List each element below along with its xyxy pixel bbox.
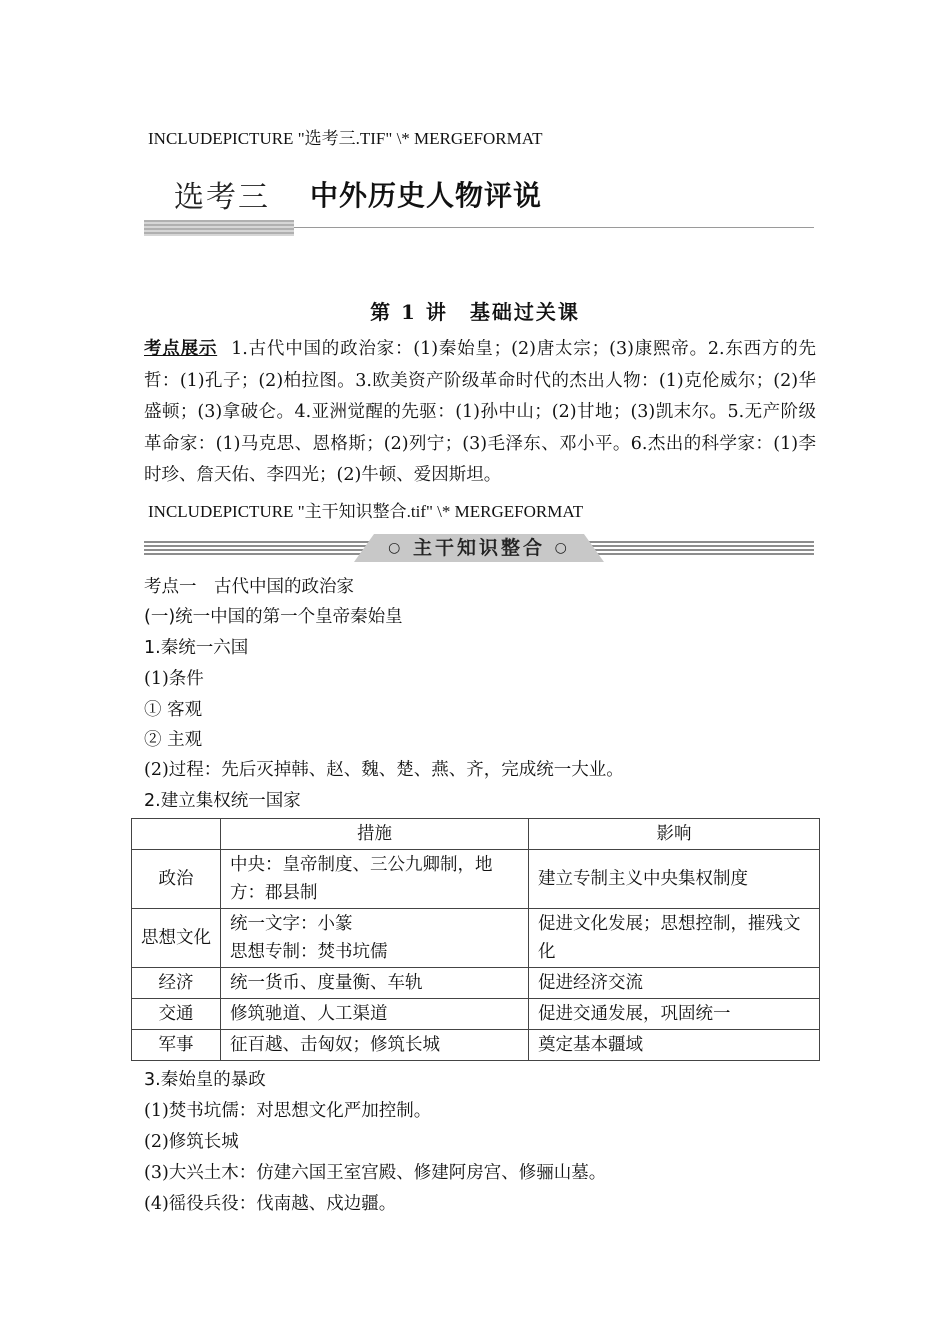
table-row [132,909,820,968]
row-effect: 促进经济交流 [529,968,820,999]
chapter-banner [140,168,816,240]
banner-stripes-left [144,541,374,555]
row-measure: 征百越、击匈奴；修筑长城 [221,1030,529,1061]
row-effect: 建立专制主义中央集权制度 [529,850,820,909]
measure-line: 统一文字：小篆 [230,914,353,934]
banner-thin-rule [294,227,814,228]
elective-label: 选考三 [174,180,270,215]
tyranny-item: (1)焚书坑儒：对思想文化严加控制。 [144,1101,432,1121]
overview-label: 考点展示 [144,339,218,359]
field-code-elective: INCLUDEPICTURE "选考三.TIF" \* MERGEFORMAT [148,129,543,148]
row-measure: 统一货币、度量衡、车轨 [221,968,529,999]
row-measure [221,909,529,968]
table-header-measures: 措施 [221,819,529,850]
tyranny-item: (3)大兴土木：仿建六国王室宫殿、修建阿房宫、修骊山墓。 [144,1163,607,1183]
table-row [132,968,820,999]
field-code-section: INCLUDEPICTURE "主干知识整合.tif" \* MERGEFORMAT [148,502,584,521]
table-header-effects: 影响 [529,819,820,850]
table-header-row [132,819,820,850]
row-measure: 修筑驰道、人工渠道 [221,999,529,1030]
bullet-icon: ○ [554,540,570,556]
process-line: (2)过程：先后灭掉韩、赵、魏、楚、燕、齐，完成统一大业。 [144,760,624,780]
table-row [132,850,820,909]
row-effect: 奠定基本疆域 [529,1030,820,1061]
table-row [132,999,820,1030]
objective-line: ① 客观 [144,700,203,720]
section-banner-title [354,535,604,561]
section-banner [144,534,814,564]
row-category: 交通 [132,999,221,1030]
heading-tyranny: 3.秦始皇的暴政 [144,1070,266,1090]
row-category: 思想文化 [132,909,221,968]
banner-thick-bar [144,220,294,236]
heading-unification: 1.秦统一六国 [144,638,249,658]
overview-text: 1.古代中国的政治家：(1)秦始皇；(2)唐太宗；(3)康熙帝。2.东西方的先哲：(1)孔子；(2)柏拉图。3.欧美资产阶级革命时代的杰出人物：(1)克伦威尔；(2)华盛顿；(3)拿破仑。4.亚洲觉醒的先驱：(1)孙中山；(2)甘地；(3)凯末尔。5.无产阶级革命家：(1)马克思、恩格斯；(2)列宁；(3)毛泽东、邓小平。6.杰出的科学家：(1)李时珍、詹天佑、李四光；(2)牛顿、爱因斯坦。 [144,339,816,485]
conditions-line: (1)条件 [144,669,204,689]
subtopic-heading: (一)统一中国的第一个皇帝秦始皇 [144,607,403,627]
topic-heading: 考点一 古代中国的政治家 [144,577,354,597]
chapter-title: 中外历史人物评说 [310,179,543,212]
row-category: 经济 [132,968,221,999]
row-category: 政治 [132,850,221,909]
subjective-line: ② 主观 [144,730,203,750]
row-measure: 中央：皇帝制度、三公九卿制，地方：郡县制 [221,850,529,909]
banner-stripes-right [584,541,814,555]
heading-centralized-state: 2.建立集权统一国家 [144,791,301,811]
measures-table [131,818,820,1061]
row-category: 军事 [132,1030,221,1061]
exam-points-overview [144,334,816,492]
bullet-icon: ○ [388,540,404,556]
table-header-blank [132,819,221,850]
section-banner-label: 主干知识整合 [412,537,545,559]
tyranny-item: (4)徭役兵役：伐南越、戍边疆。 [144,1194,397,1214]
row-effect: 促进文化发展；思想控制，摧残文化 [529,909,820,968]
table-row [132,1030,820,1061]
row-effect: 促进交通发展，巩固统一 [529,999,820,1030]
tyranny-item: (2)修筑长城 [144,1132,239,1152]
lecture-title: 第 1 讲 基础过关课 [370,300,580,324]
measure-line: 思想专制：焚书坑儒 [230,942,388,962]
